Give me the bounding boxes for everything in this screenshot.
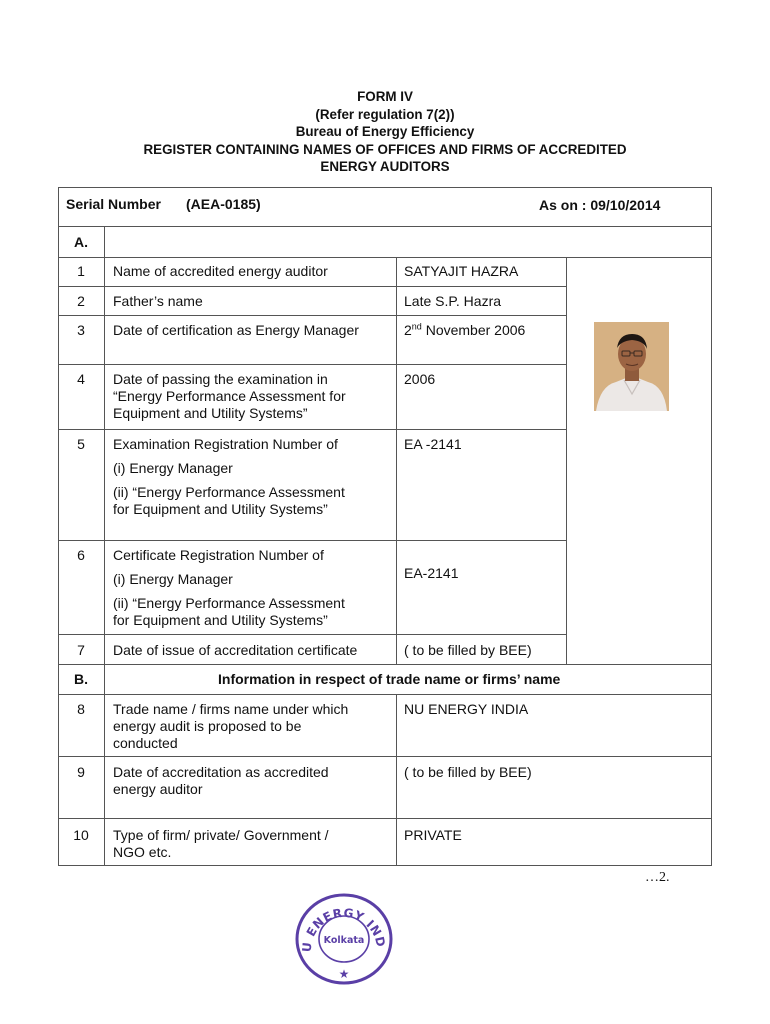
form-title: FORM IV	[357, 89, 413, 104]
certification-date-label: Date of certification as Energy Manager	[113, 322, 359, 338]
form-register-subtitle: ENERGY AUDITORS	[320, 159, 450, 175]
form-regulation: (Refer regulation 7(2))	[315, 106, 455, 122]
section-a-label: A.	[74, 234, 88, 250]
exam-reg-label-line3: (ii) “Energy Performance Assessment	[113, 484, 345, 500]
row-number: 9	[77, 764, 85, 780]
trade-name-label-line1: Trade name / firms name under which	[113, 701, 349, 717]
exam-reg-label-line2: (i) Energy Manager	[113, 460, 233, 476]
section-b-label: B.	[74, 671, 88, 687]
father-name-label: Father’s name	[113, 293, 203, 309]
portrait-image	[594, 322, 669, 411]
exam-date-label-line3: Equipment and Utility Systems”	[113, 405, 308, 421]
cert-reg-label-line4: for Equipment and Utility Systems”	[113, 612, 328, 628]
column-divider	[104, 226, 105, 866]
father-name-value: Late S.P. Hazra	[404, 293, 502, 309]
exam-reg-value: EA -2141	[404, 436, 462, 452]
row-number: 8	[77, 701, 85, 717]
serial-label: Serial Number	[66, 196, 161, 212]
certification-date-value: 2nd November 2006	[404, 321, 526, 338]
row-divider	[58, 364, 566, 365]
cert-reg-label-line2: (i) Energy Manager	[113, 571, 233, 587]
row-divider	[58, 429, 566, 430]
row-number: 10	[73, 827, 89, 843]
form-register-title: REGISTER CONTAINING NAMES OF OFFICES AND FIRMS OF ACCREDITED	[143, 141, 627, 157]
auditor-photo	[594, 322, 669, 411]
exam-date-value: 2006	[404, 371, 436, 387]
firm-type-label-line1: Type of firm/ private/ Government /	[113, 827, 329, 843]
seal-center-text: Kolkata	[323, 935, 365, 946]
exam-reg-label-line1: Examination Registration Number of	[113, 436, 338, 452]
accreditation-date-label-line1: Date of accreditation as accredited	[113, 764, 329, 780]
row-number: 6	[77, 547, 85, 563]
row-divider	[58, 540, 566, 541]
row-divider	[58, 756, 712, 757]
cert-reg-label-line3: (ii) “Energy Performance Assessment	[113, 595, 345, 611]
exam-date-label-line2: “Energy Performance Assessment for	[113, 388, 346, 404]
accreditation-date-value: ( to be filled by BEE)	[404, 764, 532, 780]
exam-date-label-line1: Date of passing the examination in	[113, 371, 328, 387]
firm-type-label-line2: NGO etc.	[113, 844, 172, 860]
row-number: 5	[77, 436, 85, 452]
column-divider	[396, 694, 397, 866]
trade-name-label-line2: energy audit is proposed to be	[113, 718, 302, 734]
row-number: 4	[77, 371, 85, 387]
form-header	[0, 88, 770, 176]
row-number: 2	[77, 293, 85, 309]
auditor-name-label: Name of accredited energy auditor	[113, 263, 328, 279]
row-divider	[58, 315, 566, 316]
cert-reg-label-line1: Certificate Registration Number of	[113, 547, 324, 563]
row-number: 3	[77, 322, 85, 338]
cert-reg-value: EA-2141	[404, 565, 459, 581]
seal-star-icon: ★	[338, 967, 350, 981]
column-divider	[566, 257, 567, 664]
section-b-title: Information in respect of trade name or firms’ name	[218, 671, 561, 687]
issue-date-label: Date of issue of accreditation certificate	[113, 642, 358, 658]
exam-reg-label-line4: for Equipment and Utility Systems”	[113, 501, 328, 517]
row-divider	[58, 634, 566, 635]
issue-date-value: ( to be filled by BEE)	[404, 642, 532, 658]
row-divider	[58, 664, 712, 665]
form-bureau: Bureau of Energy Efficiency	[295, 124, 475, 140]
row-divider	[58, 286, 566, 287]
trade-name-label-line3: conducted	[113, 735, 178, 751]
firm-type-value: PRIVATE	[404, 827, 462, 843]
row-divider	[58, 818, 712, 819]
auditor-name-value: SATYAJIT HAZRA	[404, 263, 519, 279]
row-divider	[58, 226, 712, 227]
seal-top-text: U ENERGY IND	[299, 905, 389, 953]
serial-value: (AEA-0185)	[186, 196, 261, 212]
accreditation-date-label-line2: energy auditor	[113, 781, 203, 797]
trade-name-value: NU ENERGY INDIA	[404, 701, 529, 717]
row-number: 1	[77, 263, 85, 279]
column-divider	[396, 257, 397, 664]
seal-image	[294, 892, 394, 987]
row-divider	[58, 257, 712, 258]
row-divider	[58, 694, 712, 695]
as-on-date: As on : 09/10/2014	[539, 197, 661, 213]
page-continuation: …2.	[645, 870, 670, 885]
row-number: 7	[77, 642, 85, 658]
company-seal	[294, 892, 394, 987]
